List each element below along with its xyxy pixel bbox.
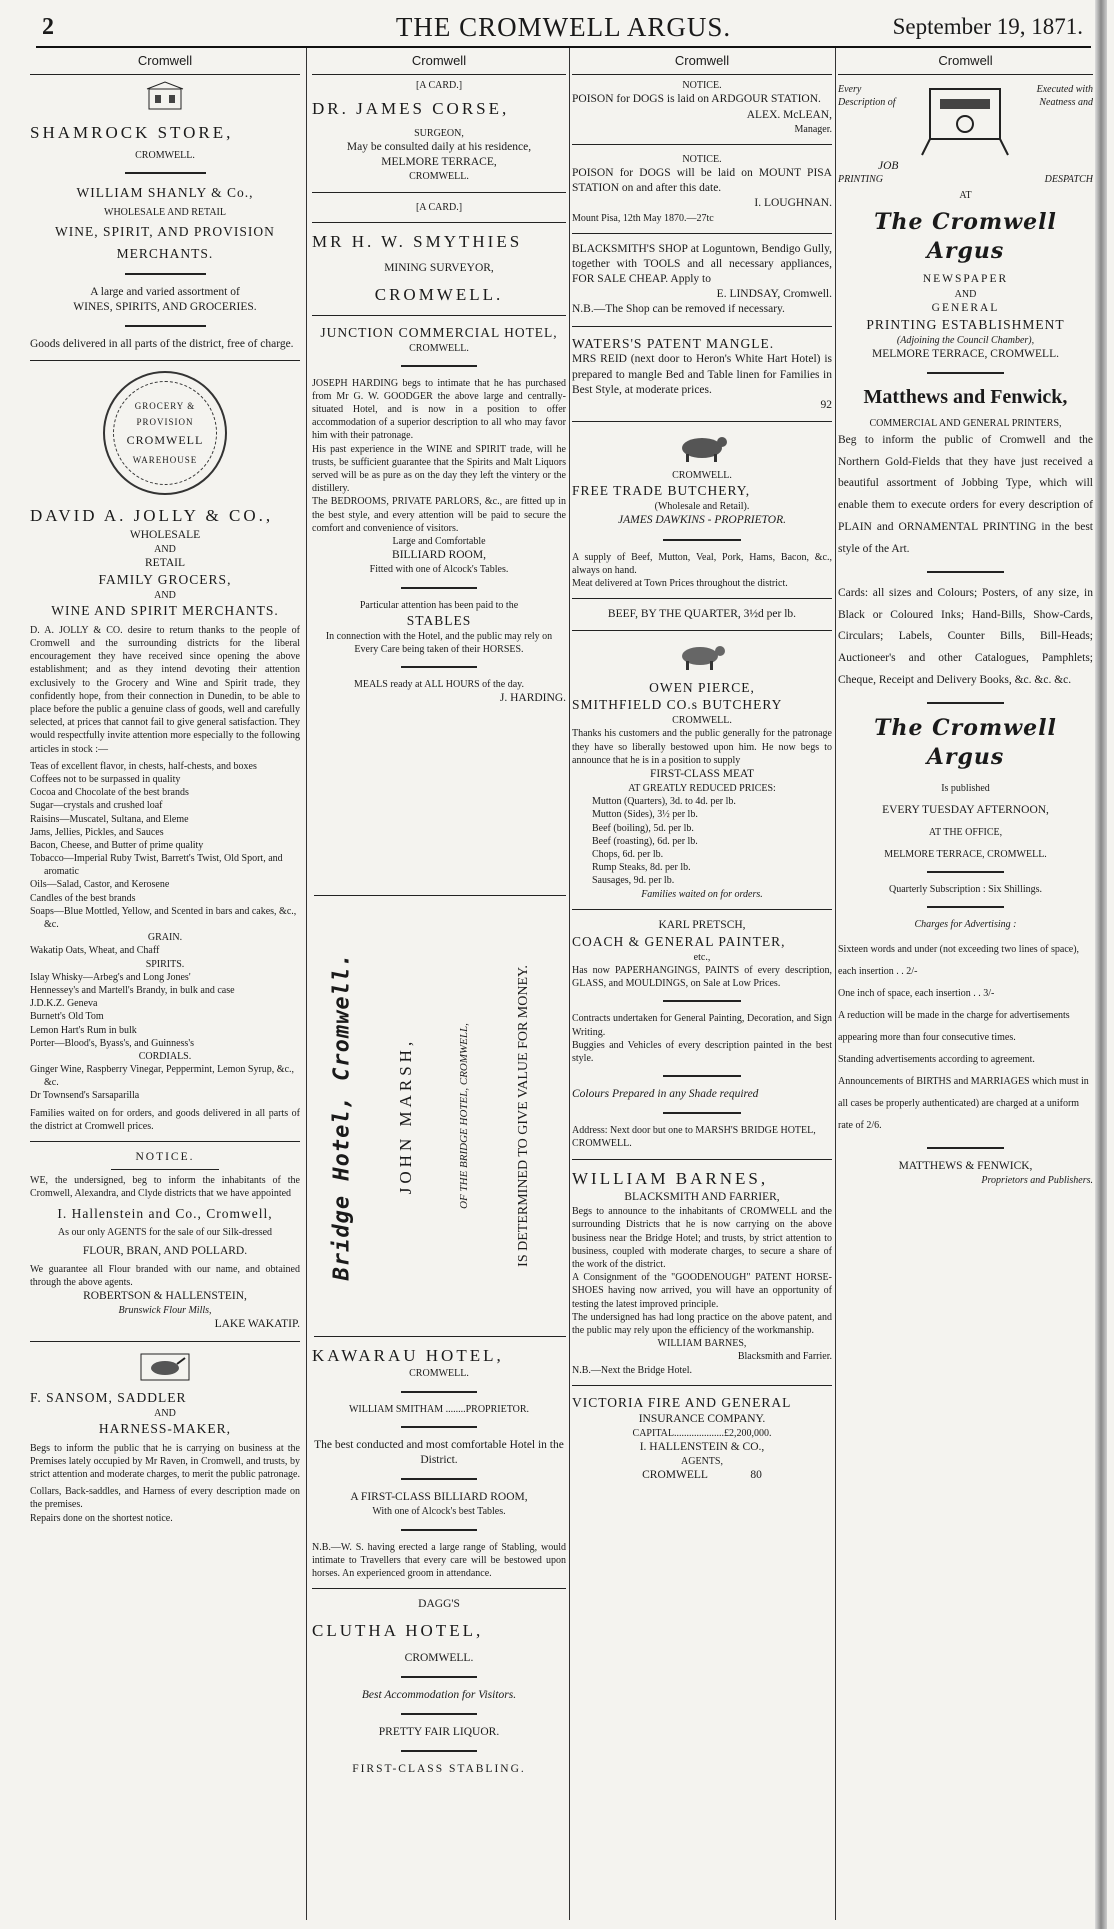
jolly-body: D. A. JOLLY & CO. desire to return thanks to the people of Cromwell and the surrounding districts for the liberal encouragement they have received since opening the above establishment; and as they intend devoting their attention exclusively to the Grocery and Wine and Spirit trade, they confidently hope, from their connection in Dunedin, to be able to place before the public a genuine class of goods, well and carefully selected, at prices that cannot fail to give general satisfaction. They would respectfully invite attention more especially to the following articles in stock :— [30, 624, 300, 755]
kawarau-nb: N.B.—W. S. having erected a large range of Stabling, would intimate to Travellers that every care will be bestowed upon horses. An experienced groom in attendance. [312, 1541, 566, 1579]
victoria-name: VICTORIA FIRE AND GENERAL [572, 1394, 792, 1410]
ad-shamrock-store [30, 81, 300, 352]
pub-when: EVERY TUESDAY AFTERNOON, [882, 804, 1049, 817]
job-at: AT [959, 190, 972, 202]
list-item: Lemon Hart's Rum in bulk [30, 1024, 137, 1036]
vertical-value: IS DETERMINED TO GIVE VALUE FOR MONEY. [516, 965, 532, 1267]
pierce-body: Thanks his customers and the public generally for the patronage they have so liberally bestowed upon him. He now begs to announce that he is in a position to supply [572, 728, 832, 766]
junction-lc: Large and Comfortable [392, 535, 486, 547]
notice-firm: I. Hallenstein and Co., Cromwell, [57, 1205, 273, 1221]
shamrock-firm: WILLIAM SHANLY & Co., [76, 184, 254, 200]
printing-press-icon [920, 79, 1010, 164]
freetrade-prop: JAMES DAWKINS - PROPRIETOR. [618, 514, 786, 527]
list-item: Sugar—crystals and crushed loaf [30, 800, 163, 812]
victoria-town: CROMWELL [642, 1469, 708, 1482]
masthead [36, 8, 1091, 48]
shamrock-town: CROMWELL. [135, 149, 195, 161]
jolly-l2: AND [154, 543, 176, 555]
pierce-reduced: AT GREATLY REDUCED PRICES: [628, 783, 776, 795]
grocery-warehouse-stamp [103, 371, 227, 495]
ad-smithfield-butchery [572, 639, 832, 900]
shamrock-sub: WHOLESALE AND RETAIL [104, 206, 226, 218]
list-item: Coffees not to be surpassed in quality [30, 773, 181, 785]
notice-lake: LAKE WAKATIP. [214, 1318, 300, 1331]
mf-body: Beg to inform the public of Cromwell and the Northern Gold-Fields that they have just received a beautiful assortment of Jobbing Type, which will enable them to execute orders for every description of PLAIN and ORNAMENTAL PRINTING in the best style of the Art. [838, 433, 1093, 555]
barnes-body: Begs to announce to the inhabitants of CROMWELL and the surrounding Districts that he is now carrying on the above business near the Bridge Hotel; and trusts, by strict attention to business, coupled with moderate charges, to secure a share of the work of the district. [572, 1206, 832, 1270]
job-r1: Executed with Neatness and [1036, 84, 1093, 109]
notice-head: NOTICE. [135, 1151, 195, 1163]
junction-body2: His past experience in the WINE and SPIRIT trade, will he trusts, be sufficient guarantee that the Spirits and Malt Liquors served will be as pure as on the day they left the vintery or the distillery. [312, 443, 566, 495]
ad-job-printing [838, 79, 1093, 362]
clutha-stabling: FIRST-CLASS STABLING. [352, 1763, 526, 1776]
shamrock-line1: A large and varied assortment of [90, 285, 240, 298]
price-item: Chops, 6d. per lb. [592, 849, 664, 861]
pub-r2: One inch of space, each insertion . . 3/- [838, 988, 995, 1000]
mangle-body: MRS REID (next door to Heron's White Hart Hotel) is prepared to mangle Bed and Table linen for Families in Best Style, at moderate prices. [572, 353, 832, 396]
junction-name: JUNCTION COMMERCIAL HOTEL, [320, 324, 558, 340]
sansom-and: AND [154, 1407, 176, 1419]
issue-date: September 19, 1871. [892, 14, 1083, 39]
list-item: Hennessey's and Martell's Brandy, in bulk and case [30, 984, 235, 996]
sansom-name: F. SANSOM, SADDLER [30, 1389, 187, 1405]
list-item: Burnett's Old Tom [30, 1011, 104, 1023]
mangle-num: 92 [820, 398, 832, 411]
poison1-body: POISON for DOGS is laid on ARDGOUR STATION. [572, 93, 821, 106]
ad-mangle [572, 335, 832, 414]
barnes-role: Blacksmith and Farrier. [737, 1351, 832, 1363]
pub-r3: A reduction will be made in the charge for advertisements appearing more than four consecutive times. [838, 1010, 1070, 1044]
shamrock-line2: WINES, SPIRITS, AND GROCERIES. [73, 300, 257, 313]
job-adj: (Adjoining the Council Chamber), [896, 334, 1035, 346]
poison1-notice: NOTICE. [682, 80, 722, 92]
pretsch-name: KARL PRETSCH, [658, 918, 746, 931]
junction-body: JOSEPH HARDING begs to intimate that he has purchased from Mr G. W. GOODGER the above large and centrally-situated Hotel, and is now in a position to offer accommodation of a superior description to all who may favor him with their patronage. [312, 377, 566, 442]
smith-sig: E. LINDSAY, Cromwell. [716, 288, 832, 301]
smythies-name: MR H. W. SMYTHIES [312, 231, 523, 251]
clutha-liquor: PRETTY FAIR LIQUOR. [378, 1726, 500, 1739]
ad-corse [312, 79, 566, 183]
pretsch-body: Has now PAPERHANGINGS, PAINTS of every description, GLASS, and MOULDINGS, on Sale at Low Prices. [572, 964, 832, 990]
ad-smythies [312, 201, 566, 307]
ad-victoria-insurance [572, 1394, 832, 1484]
notice-body2: As our only AGENTS for the sale of our Silk-dressed [57, 1227, 273, 1239]
poison1-sig: ALEX. McLEAN, [746, 108, 832, 121]
job-addr: MELMORE TERRACE, CROMWELL. [872, 347, 1059, 360]
ad-pretsch-painter [572, 918, 832, 1151]
corse-role: SURGEON, [414, 127, 464, 139]
jolly-l5: AND [154, 589, 176, 601]
pub-role: Proprietors and Publishers. [981, 1175, 1093, 1187]
kawarau-body: The best conducted and most comfortable Hotel in the District. [314, 1438, 564, 1466]
ad-free-trade-butchery [572, 430, 832, 622]
pretsch-addr: Address: Next door but one to MARSH'S BRIDGE HOTEL, CROMWELL. [572, 1125, 816, 1150]
pub-r5: Announcements of BIRTHS and MARRIAGES which must in all cases be properly authenticated) are charged at a uniform rate of 2/6. [838, 1076, 1089, 1132]
freetrade-town: CROMWELL. [672, 470, 732, 482]
junction-stables2: In connection with the Hotel, and the public may rely on [325, 630, 553, 642]
corse-body: May be consulted daily at his residence, [346, 140, 532, 153]
list-item: Oils—Salad, Castor, and Kerosene [30, 879, 170, 891]
ad-blacksmith-shop [572, 242, 832, 318]
page-edge-fold [1095, 0, 1107, 1929]
sansom-body: Begs to inform the public that he is carrying on business at the Premises lately occupied by Mr Raven, in Cromwell, and trusts, by strict attention and moderate charges, to merit the public patronage. [30, 1442, 300, 1480]
jolly-footer: Families waited on for orders, and goods delivered in all parts of the district at Cromwell prices. [30, 1107, 300, 1132]
pierce-town: CROMWELL. [672, 715, 732, 727]
pretsch-colours: Colours Prepared in any Shade required [572, 1088, 759, 1101]
list-item: J.D.K.Z. Geneva [30, 998, 98, 1010]
price-item: Beef (roasting), 6d. per lb. [592, 835, 698, 847]
shamrock-trade2: MERCHANTS. [116, 245, 214, 261]
list-item: Teas of excellent flavor, in chests, half-chests, and boxes [30, 760, 257, 772]
kawarau-billiard: A FIRST-CLASS BILLIARD ROOM, [350, 1491, 528, 1504]
price-item: Beef (boiling), 5d. per lb. [592, 822, 694, 834]
stamp-outer: GROCERY & PROVISION [134, 401, 196, 428]
shamrock-trade: WINE, SPIRIT, AND PROVISION [55, 223, 275, 239]
junction-meals: MEALS ready at ALL HOURS of the day. [353, 678, 525, 690]
victoria-sub: INSURANCE COMPANY. [638, 1412, 766, 1425]
poison2-date: Mount Pisa, 12th May 1870.—27tc [572, 212, 714, 224]
column-header: Cromwell [572, 48, 832, 75]
ad-junction-hotel [312, 324, 566, 707]
list-item: Jams, Jellies, Pickles, and Sauces [30, 826, 164, 838]
job-argus: The Cromwell Argus [874, 209, 1057, 265]
victoria-num: 80 [750, 1469, 762, 1482]
vertical-bridge-hotel: Bridge Hotel, Cromwell. [329, 952, 355, 1280]
corse-town: CROMWELL. [409, 171, 469, 183]
jolly-l6: WINE AND SPIRIT MERCHANTS. [51, 603, 279, 619]
pretsch-body3: Buggies and Vehicles of every description painted in the best style. [572, 1039, 832, 1064]
pub-is: Is published [941, 783, 990, 795]
smith-body: BLACKSMITH'S SHOP at Loguntown, Bendigo Gully, together with TOOLS and all necessary appliances, FOR SALE CHEAP. Apply to [572, 242, 832, 286]
mf-body2: Cards: all sizes and Colours; Posters, of any size, in Black or Coloured Inks; Hand-Bills, Show-Cards, Circulars; Labels, Counter Bills, Bill-Heads; Auctioneer's and other Catalogues, Pamphlets; Cheque, Receipt and Delivery Books, &c. &c. &c. [838, 586, 1093, 687]
column-3 [572, 48, 832, 1920]
pierce-shop: SMITHFIELD CO.s BUTCHERY [572, 697, 783, 713]
junction-town: CROMWELL. [409, 342, 469, 354]
ad-poison-ardgour [572, 79, 832, 136]
newspaper-title: THE CROMWELL ARGUS. [395, 12, 732, 42]
ad-argus-publication [838, 714, 1093, 1188]
jolly-grainline: Wakatip Oats, Wheat, and Chaff [30, 945, 160, 957]
jolly-items [30, 760, 300, 931]
pub-sig: MATTHEWS & FENWICK, [898, 1160, 1033, 1173]
poison1-role: Manager. [794, 123, 832, 135]
junction-stables1: Particular attention has been paid to the [359, 599, 519, 611]
jolly-cordials: CORDIALS. [138, 1050, 192, 1062]
jolly-grain: GRAIN. [147, 932, 183, 944]
stamp-low: WAREHOUSE [132, 454, 198, 465]
job-news: NEWSPAPER [922, 273, 1009, 286]
storefront-icon [30, 81, 300, 116]
pierce-prices [572, 795, 832, 887]
list-item: Candles of the best brands [30, 892, 136, 904]
smythies-role: MINING SURVEYOR, [384, 262, 494, 275]
junction-alcock: Fitted with one of Alcock's Tables. [369, 564, 509, 576]
junction-body3: The BEDROOMS, PRIVATE PARLORS, &c., are fitted up in the best style, and every attention will be paid to secure the comfort and convenience of visitors. [312, 496, 566, 534]
clutha-acc: Best Accommodation for Visitors. [361, 1688, 517, 1701]
notice-body3: We guarantee all Flour branded with our name, and obtained through the above agents. [30, 1263, 300, 1288]
pub-name: The Cromwell Argus [874, 714, 1057, 770]
vertical-john-marsh: JOHN MARSH, [396, 1037, 416, 1195]
column-header: Cromwell [838, 48, 1093, 75]
pub-at: AT THE OFFICE, [928, 827, 1003, 839]
list-item: Porter—Blood's, Byass's, and Guinness's [30, 1037, 195, 1049]
job-mid: JOB [878, 160, 899, 173]
barnes-trade: BLACKSMITH AND FARRIER, [624, 1191, 780, 1204]
barnes-name: WILLIAM BARNES, [572, 1168, 769, 1188]
horse-icon [30, 1350, 300, 1389]
column-header: Cromwell [312, 48, 566, 75]
pretsch-trade: COACH & GENERAL PAINTER, [572, 933, 786, 949]
junction-billiard: BILLIARD ROOM, [392, 549, 486, 562]
shamrock-delivery: Goods delivered in all parts of the district, free of charge. [30, 337, 294, 350]
column-header: Cromwell [30, 48, 300, 75]
kawarau-alcock: With one of Alcock's best Tables. [372, 1506, 506, 1518]
mf-name: Matthews and Fenwick, [863, 386, 1068, 409]
pub-r1: Sixteen words and under (not exceeding two lines of space), each insertion . . 2/- [838, 944, 1080, 978]
column-2-lower [312, 1345, 566, 1920]
barnes-body3: The undersigned has had long practice on the above patent, and the public may rely upon the efficiency of the workmanship. [572, 1311, 832, 1336]
list-item: Bacon, Cheese, and Butter of prime quality [30, 839, 204, 851]
poison2-body: POISON for DOGS will be laid on MOUNT PISA STATION on and after this date. [572, 167, 832, 195]
poison2-notice: NOTICE. [682, 153, 722, 165]
column-1 [30, 48, 300, 1920]
ox-icon [572, 430, 832, 469]
freetrade-beef: BEEF, BY THE QUARTER, 3½d per lb. [607, 608, 797, 621]
kawarau-name: KAWARAU HOTEL, [312, 1346, 504, 1365]
price-item: Mutton (Quarters), 3d. to 4d. per lb. [592, 796, 736, 808]
notice-goods: FLOUR, BRAN, AND POLLARD. [82, 1244, 248, 1257]
pub-r4: Standing advertisements according to agreement. [838, 1054, 1035, 1066]
pub-sub: Quarterly Subscription : Six Shillings. [888, 883, 1043, 895]
pretsch-body2: Contracts undertaken for General Painting, Decoration, and Sign Writing. [572, 1013, 832, 1038]
junction-stables3: Every Care being taken of their HORSES. [354, 643, 524, 655]
clutha-dagg: DAGG'S [418, 1598, 460, 1611]
pierce-meat: FIRST-CLASS MEAT [649, 767, 755, 780]
freetrade-body: A supply of Beef, Mutton, Veal, Pork, Hams, Bacon, &c., always on hand. [572, 551, 832, 576]
price-item: Sausages, 9d. per lb. [592, 875, 675, 887]
job-r2: DESPATCH [1044, 174, 1093, 186]
price-item: Mutton (Sides), 3½ per lb. [592, 809, 698, 821]
ad-hallenstein-notice [30, 1150, 300, 1333]
freetrade-name: FREE TRADE BUTCHERY, [572, 483, 751, 499]
smythies-card: [A CARD.] [415, 201, 463, 213]
jolly-name: DAVID A. JOLLY & CO., [30, 506, 274, 526]
ad-poison-pisa [572, 153, 832, 225]
smith-nb: N.B.—The Shop can be removed if necessary. [572, 303, 785, 316]
job-est: PRINTING ESTABLISHMENT [866, 316, 1065, 332]
barnes-nb: N.B.—Next the Bridge Hotel. [572, 1364, 692, 1376]
notice-body: WE, the undersigned, beg to inform the inhabitants of the Cromwell, Alexandra, and Clyde districts that we have appointed [30, 1175, 300, 1200]
list-item: Soaps—Blue Mottled, Yellow, and Scented in bars and cakes, &c., &c. [30, 905, 297, 930]
list-item: Dr Townsend's Sarsaparilla [30, 1090, 140, 1102]
list-item: Cocoa and Chocolate of the best brands [30, 787, 189, 799]
pierce-fam: Families waited on for orders. [641, 888, 763, 900]
list-item: Islay Whisky—Arbeg's and Long Jones' [30, 971, 191, 983]
mf-role: COMMERCIAL AND GENERAL PRINTERS, [869, 417, 1062, 429]
ad-matthews-fenwick [838, 384, 1093, 692]
ad-kawarau-hotel [312, 1345, 566, 1580]
kawarau-town: CROMWELL. [409, 1368, 469, 1380]
jolly-cordial-items [30, 1063, 300, 1103]
corse-name: DR. JAMES CORSE, [312, 99, 510, 119]
junction-stables: STABLES [406, 612, 472, 628]
smythies-town: CROMWELL. [374, 285, 504, 305]
ad-clutha-hotel [312, 1597, 566, 1777]
clutha-name: CLUTHA HOTEL, [312, 1621, 484, 1641]
list-item: Tobacco—Imperial Ruby Twist, Barrett's Twist, Old Sport, and aromatic [30, 853, 283, 878]
column-4 [838, 48, 1093, 1920]
sansom-trade: HARNESS-MAKER, [98, 1420, 232, 1436]
sansom-body2: Collars, Back-saddles, and Harness of every description made on the premises. [30, 1486, 300, 1511]
mangle-name: WATERS'S PATENT MANGLE. [572, 335, 775, 351]
freetrade-body2: Meat delivered at Town Prices throughout the district. [572, 578, 788, 590]
victoria-agents: AGENTS, [681, 1456, 723, 1468]
junction-sig: J. HARDING. [499, 692, 566, 705]
jolly-spirits: SPIRITS. [145, 958, 185, 970]
ad-bridge-hotel-vertical [314, 895, 566, 1337]
barnes-sig: WILLIAM BARNES, [657, 1338, 747, 1350]
price-item: Rump Steaks, 8d. per lb. [592, 862, 691, 874]
corse-addr: MELMORE TERRACE, [381, 156, 497, 169]
vertical-of-bridge: OF THE BRIDGE HOTEL, CROMWELL, [458, 1023, 470, 1209]
poison2-sig: I. LOUGHNAN. [754, 197, 832, 210]
job-l1: Every Description of [838, 84, 896, 109]
jolly-spirits-items [30, 971, 300, 1050]
freetrade-sub: (Wholesale and Retail). [654, 501, 750, 513]
barnes-body2: A Consignment of the "GOODENOUGH" PATENT HORSE-SHOES having now arrived, you will have an opportunity of testing the latest improved principle. [572, 1272, 832, 1310]
cow-icon [572, 639, 832, 678]
victoria-capital: CAPITAL....................£2,200,000. [632, 1427, 772, 1439]
ad-sansom-saddler [30, 1350, 300, 1525]
stamp-mid: CROMWELL [126, 433, 204, 448]
jolly-l3: RETAIL [145, 556, 185, 569]
sansom-body3: Repairs done on the shortest notice. [30, 1512, 173, 1524]
job-gen: GENERAL [931, 301, 1000, 314]
job-and: AND [954, 288, 977, 300]
ad-barnes-blacksmith [572, 1168, 832, 1377]
jolly-l4: FAMILY GROCERS, [98, 572, 232, 588]
shamrock-name: SHAMROCK STORE, [30, 123, 234, 143]
notice-mill: Brunswick Flour Mills, [118, 1305, 212, 1317]
notice-sig: ROBERTSON & HALLENSTEIN, [83, 1290, 247, 1303]
page-number: 2 [42, 14, 54, 40]
pretsch-etc: etc., [693, 951, 711, 963]
pierce-name: OWEN PIERCE, [649, 679, 755, 695]
ad-jolly-grocers [30, 505, 300, 1133]
job-l2: PRINTING [838, 174, 883, 186]
list-item: Ginger Wine, Raspberry Vinegar, Peppermint, Lemon Syrup, &c., &c. [30, 1064, 295, 1089]
victoria-agent: I. HALLENSTEIN & CO., [639, 1440, 765, 1453]
clutha-town: CROMWELL. [404, 1651, 474, 1664]
pub-addr: MELMORE TERRACE, CROMWELL. [884, 848, 1047, 860]
corse-card: [A CARD.] [415, 80, 463, 92]
pub-charges: Charges for Advertising : [914, 918, 1017, 930]
jolly-l1: WHOLESALE [129, 528, 201, 541]
kawarau-prop: WILLIAM SMITHAM ........PROPRIETOR. [348, 1403, 530, 1415]
list-item: Raisins—Muscatel, Sultana, and Eleme [30, 813, 189, 825]
